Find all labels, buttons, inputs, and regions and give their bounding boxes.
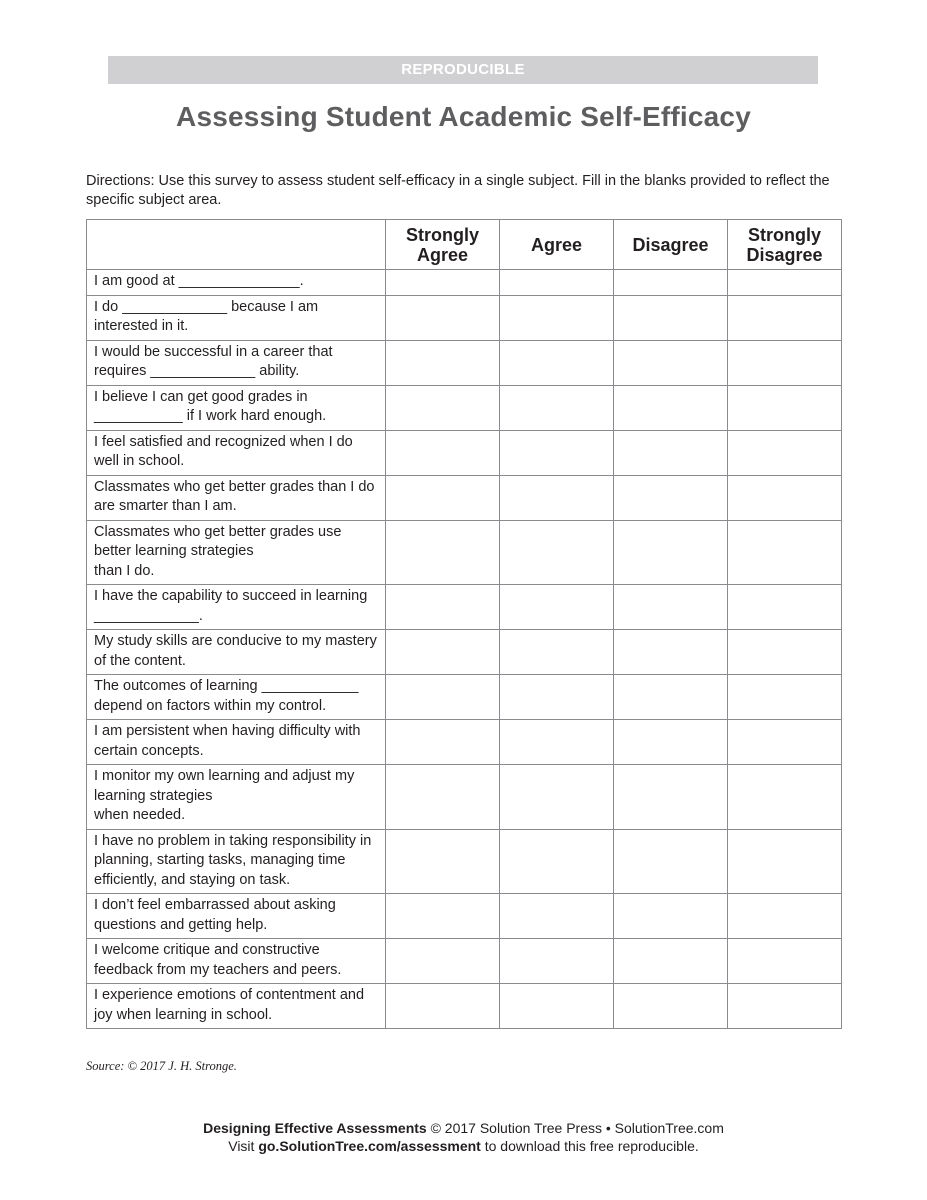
- response-cell-disagree[interactable]: [614, 520, 728, 585]
- reproducible-banner: REPRODUCIBLE: [108, 56, 818, 84]
- response-cell-agree[interactable]: [500, 475, 614, 520]
- response-cell-strongly-disagree[interactable]: [728, 984, 842, 1029]
- response-cell-strongly-agree[interactable]: [386, 475, 500, 520]
- statement-cell: I am good at _______________.: [87, 270, 386, 296]
- statement-cell: I experience emotions of contentment and joy when learning in school.: [87, 984, 386, 1029]
- response-cell-disagree[interactable]: [614, 984, 728, 1029]
- response-cell-agree[interactable]: [500, 829, 614, 894]
- statement-cell: Classmates who get better grades use better learning strategies than I do.: [87, 520, 386, 585]
- table-header-row: [87, 220, 842, 270]
- response-cell-disagree[interactable]: [614, 475, 728, 520]
- response-cell-strongly-disagree[interactable]: [728, 340, 842, 385]
- response-cell-strongly-agree[interactable]: [386, 630, 500, 675]
- response-cell-strongly-disagree[interactable]: [728, 585, 842, 630]
- response-cell-disagree[interactable]: [614, 939, 728, 984]
- footer-visit-prefix: Visit: [228, 1138, 259, 1154]
- response-cell-disagree[interactable]: [614, 585, 728, 630]
- response-cell-disagree[interactable]: [614, 675, 728, 720]
- response-cell-strongly-disagree[interactable]: [728, 385, 842, 430]
- response-cell-disagree[interactable]: [614, 340, 728, 385]
- statement-column-header: [87, 220, 386, 270]
- response-cell-agree[interactable]: [500, 585, 614, 630]
- response-cell-agree[interactable]: [500, 720, 614, 765]
- response-cell-strongly-agree[interactable]: [386, 829, 500, 894]
- response-cell-disagree[interactable]: [614, 894, 728, 939]
- page-footer: [0, 1119, 927, 1155]
- table-row: [87, 340, 842, 385]
- statement-cell: The outcomes of learning ____________ depend on factors within my control.: [87, 675, 386, 720]
- table-row: [87, 385, 842, 430]
- response-cell-strongly-disagree[interactable]: [728, 939, 842, 984]
- table-row: [87, 585, 842, 630]
- column-header-strongly-disagree: Strongly Disagree: [728, 220, 842, 270]
- survey-table: [86, 219, 842, 1029]
- response-cell-strongly-disagree[interactable]: [728, 475, 842, 520]
- response-cell-strongly-disagree[interactable]: [728, 675, 842, 720]
- response-cell-agree[interactable]: [500, 630, 614, 675]
- table-row: [87, 520, 842, 585]
- table-row: [87, 630, 842, 675]
- response-cell-strongly-agree[interactable]: [386, 765, 500, 830]
- source-citation: Source: © 2017 J. H. Stronge.: [86, 1059, 237, 1073]
- table-row: [87, 270, 842, 296]
- column-header-strongly-agree: Strongly Agree: [386, 220, 500, 270]
- response-cell-disagree[interactable]: [614, 630, 728, 675]
- response-cell-strongly-disagree[interactable]: [728, 720, 842, 765]
- response-cell-strongly-disagree[interactable]: [728, 520, 842, 585]
- response-cell-strongly-disagree[interactable]: [728, 894, 842, 939]
- response-cell-agree[interactable]: [500, 295, 614, 340]
- column-header-disagree: Disagree: [614, 220, 728, 270]
- response-cell-disagree[interactable]: [614, 720, 728, 765]
- footer-visit-suffix: to download this free reproducible.: [480, 1138, 699, 1154]
- column-header-agree: Agree: [500, 220, 614, 270]
- response-cell-strongly-agree[interactable]: [386, 675, 500, 720]
- statement-cell: I don’t feel embarrassed about asking questions and getting help.: [87, 894, 386, 939]
- response-cell-agree[interactable]: [500, 675, 614, 720]
- footer-visit-url[interactable]: go.SolutionTree.com/assessment: [258, 1138, 481, 1154]
- response-cell-disagree[interactable]: [614, 430, 728, 475]
- response-cell-agree[interactable]: [500, 430, 614, 475]
- page-title: Assessing Student Academic Self-Efficacy: [176, 101, 751, 132]
- response-cell-strongly-disagree[interactable]: [728, 829, 842, 894]
- footer-copyright: © 2017 Solution Tree Press • SolutionTree.com: [426, 1120, 724, 1136]
- response-cell-agree[interactable]: [500, 939, 614, 984]
- response-cell-strongly-disagree[interactable]: [728, 430, 842, 475]
- table-row: [87, 829, 842, 894]
- response-cell-strongly-agree[interactable]: [386, 340, 500, 385]
- response-cell-agree[interactable]: [500, 340, 614, 385]
- response-cell-strongly-agree[interactable]: [386, 520, 500, 585]
- footer-visit-line: [0, 1137, 927, 1155]
- statement-cell: I have the capability to succeed in learning _____________.: [87, 585, 386, 630]
- response-cell-strongly-agree[interactable]: [386, 585, 500, 630]
- response-cell-strongly-agree[interactable]: [386, 720, 500, 765]
- response-cell-agree[interactable]: [500, 984, 614, 1029]
- statement-cell: I am persistent when having difficulty with certain concepts.: [87, 720, 386, 765]
- response-cell-disagree[interactable]: [614, 385, 728, 430]
- statement-cell: I believe I can get good grades in ___________ if I work hard enough.: [87, 385, 386, 430]
- response-cell-agree[interactable]: [500, 520, 614, 585]
- table-row: [87, 894, 842, 939]
- response-cell-strongly-disagree[interactable]: [728, 270, 842, 296]
- table-row: [87, 765, 842, 830]
- table-row: [87, 295, 842, 340]
- table-row: [87, 475, 842, 520]
- statement-cell: Classmates who get better grades than I do are smarter than I am.: [87, 475, 386, 520]
- footer-copyright-line: [0, 1119, 927, 1137]
- directions-text: Directions: Use this survey to assess student self-efficacy in a single subject. Fill in the blanks provided to reflect the specific subject area.: [86, 173, 830, 208]
- response-cell-disagree[interactable]: [614, 765, 728, 830]
- table-row: [87, 939, 842, 984]
- statement-cell: I monitor my own learning and adjust my learning strategies when needed.: [87, 765, 386, 830]
- statement-cell: I welcome critique and constructive feedback from my teachers and peers.: [87, 939, 386, 984]
- response-cell-strongly-disagree[interactable]: [728, 295, 842, 340]
- response-cell-strongly-agree[interactable]: [386, 270, 500, 296]
- response-cell-strongly-agree[interactable]: [386, 430, 500, 475]
- response-cell-strongly-disagree[interactable]: [728, 630, 842, 675]
- response-cell-agree[interactable]: [500, 270, 614, 296]
- response-cell-disagree[interactable]: [614, 270, 728, 296]
- response-cell-strongly-agree[interactable]: [386, 939, 500, 984]
- response-cell-strongly-agree[interactable]: [386, 295, 500, 340]
- response-cell-strongly-agree[interactable]: [386, 894, 500, 939]
- table-row: [87, 675, 842, 720]
- footer-book-title: Designing Effective Assessments: [203, 1120, 427, 1136]
- response-cell-disagree[interactable]: [614, 829, 728, 894]
- response-cell-agree[interactable]: [500, 765, 614, 830]
- response-cell-strongly-agree[interactable]: [386, 984, 500, 1029]
- response-cell-agree[interactable]: [500, 385, 614, 430]
- response-cell-agree[interactable]: [500, 894, 614, 939]
- table-row: [87, 984, 842, 1029]
- response-cell-strongly-agree[interactable]: [386, 385, 500, 430]
- response-cell-disagree[interactable]: [614, 295, 728, 340]
- statement-cell: I do _____________ because I am interested in it.: [87, 295, 386, 340]
- statement-cell: I would be successful in a career that requires _____________ ability.: [87, 340, 386, 385]
- statement-cell: I have no problem in taking responsibility in planning, starting tasks, managing time efficiently, and staying on task.: [87, 829, 386, 894]
- statement-cell: My study skills are conducive to my mastery of the content.: [87, 630, 386, 675]
- response-cell-strongly-disagree[interactable]: [728, 765, 842, 830]
- table-row: [87, 430, 842, 475]
- table-row: [87, 720, 842, 765]
- statement-cell: I feel satisfied and recognized when I do well in school.: [87, 430, 386, 475]
